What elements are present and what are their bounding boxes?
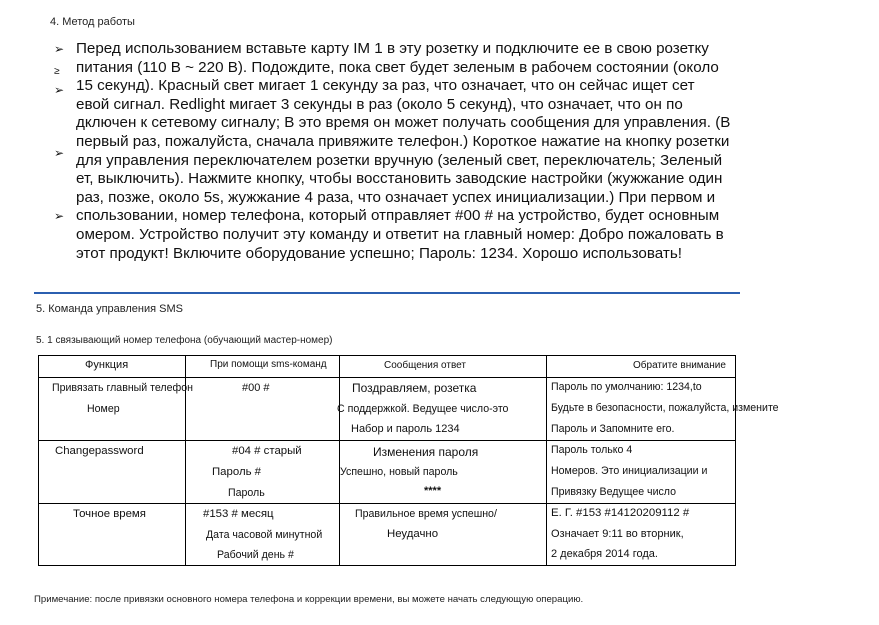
cell-note: Пароль по умолчанию: 1234,to Будьте в безопасности, пожалуйста, измените Пароль и Запомните его. — [547, 378, 736, 441]
paragraph-line: дключен к сетевому сигналу; В это время он может получать сообщения для управления. (В — [76, 114, 731, 132]
header-cell: Сообщения ответ — [340, 356, 547, 378]
paragraph-line: раз, позже, около 5s, жужжание 4 раза, что означает успех инициализации.) При первом и — [76, 188, 716, 206]
paragraph-line: для управления переключателем розетки вручную (зеленый свет, переключатель; Зеленый — [76, 151, 723, 169]
bullet-ge-icon: ≥ — [54, 66, 60, 77]
paragraph-line: первый раз, пожалуйста, сначала привяжите телефон.) Короткое нажатие на кнопку розетки — [76, 132, 730, 150]
header-cell: Обратите внимание — [547, 356, 736, 378]
table-row — [39, 378, 736, 441]
section-4-title: 4. Метод работы — [50, 16, 135, 28]
cell-command: #04 # старый Пароль # Пароль — [186, 441, 340, 504]
section-5-1-subtitle: 5. 1 связывающий номер телефона (обучающий мастер-номер) — [36, 335, 333, 346]
cell-note: Пароль только 4 Номеров. Это инициализации и Привязку Ведущее число — [547, 441, 736, 504]
cell-command: #153 # месяц Дата часовой минутной Рабочий день # — [186, 504, 340, 566]
bullet-arrow-icon: ➢ — [54, 146, 65, 160]
cell-reply: Изменения пароля Успешно, новый пароль **** — [340, 441, 547, 504]
paragraph-line: ет, выключить). Нажмите кнопку, чтобы восстановить заводские настройки (жужжание один — [76, 170, 723, 188]
sms-command-table — [38, 355, 779, 566]
bullet-arrow-icon: ➢ — [54, 209, 65, 223]
header-cell: Функция — [39, 356, 186, 378]
operation-method-paragraph — [76, 40, 760, 263]
footnote: Примечание: после привязки основного номера телефона и коррекции времени, вы можете начать следующую операцию. — [34, 594, 584, 605]
table-row — [39, 504, 736, 566]
cell-function: Точное время — [39, 504, 186, 566]
paragraph-line: питания (110 В ~ 220 В). Подождите, пока свет будет зеленым в рабочем состоянии (около — [76, 58, 719, 76]
paragraph-line: спользовании, номер телефона, который отправляет #00 # на устройство, будет основным — [76, 207, 720, 225]
paragraph-line: 15 секунд). Красный свет мигает 1 секунду за раз, что означает, что он сейчас ищет сет — [76, 77, 695, 95]
cell-note: Е. Г. #153 #14120209112 # Означает 9:11 во вторник, 2 декабря 2014 года. — [547, 504, 736, 566]
cell-reply: Поздравляем, розетка С поддержкой. Ведущее число-это Набор и пароль 1234 — [340, 378, 547, 441]
paragraph-line: евой сигнал. Redlight мигает 3 секунды в раз (около 5 секунд), что означает, что он по — [76, 95, 683, 113]
cell-reply: Правильное время успешно/ Неудачно — [340, 504, 547, 566]
header-cell: При помощи sms-команд — [186, 356, 340, 378]
table-row — [39, 441, 736, 504]
section-divider — [34, 292, 740, 294]
cell-function: Привязать главный телефон Номер — [39, 378, 186, 441]
cell-function: Changepassword — [39, 441, 186, 504]
paragraph-line: Перед использованием вставьте карту IM 1 в эту розетку и подключите ее в свою розетку — [76, 40, 709, 57]
section-5-title: 5. Команда управления SMS — [36, 303, 183, 315]
paragraph-line: омером. Устройство получит эту команду и ответит на главный номер: Добро пожаловать в — [76, 225, 724, 243]
bullet-arrow-icon: ➢ — [54, 83, 65, 97]
cell-command: #00 # — [186, 378, 340, 441]
table-header-row — [39, 356, 736, 378]
bullet-arrow-icon: ➢ — [54, 42, 65, 56]
paragraph-line: этот продукт! Включите оборудование успешно; Пароль: 1234. Хорошо использовать! — [76, 244, 682, 262]
